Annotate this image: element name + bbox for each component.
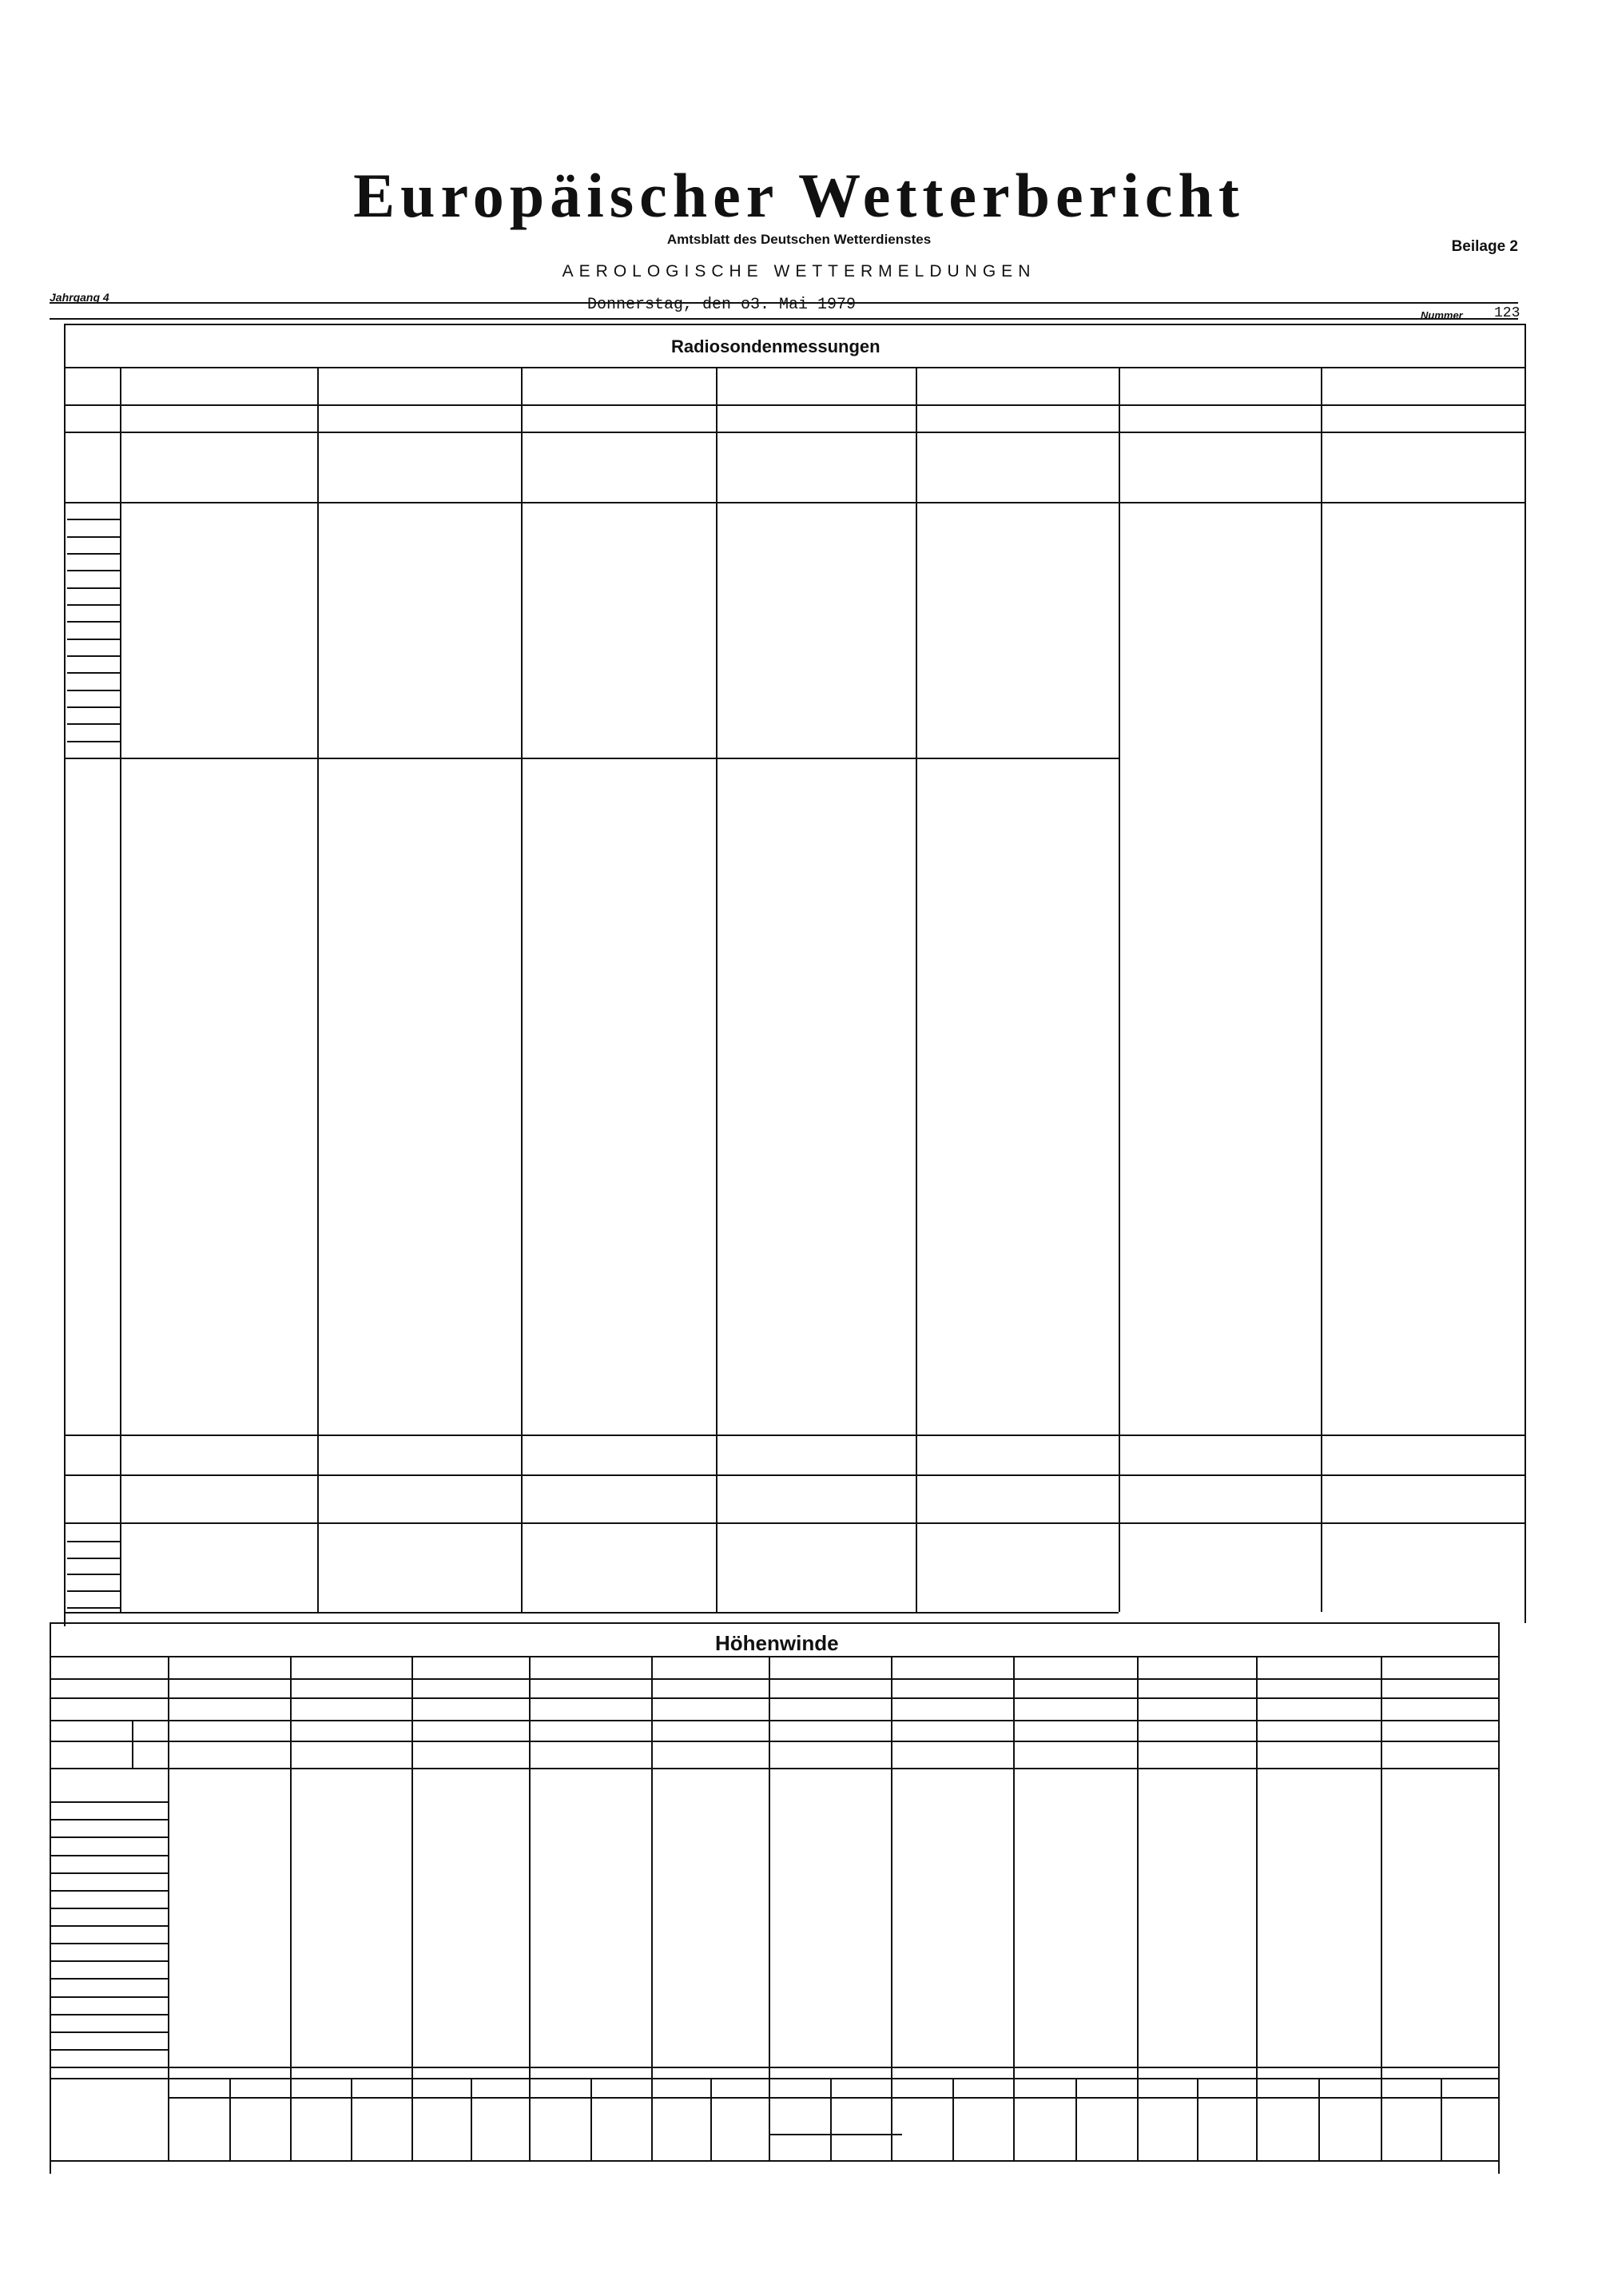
rule — [50, 2067, 1500, 2068]
col-divider — [1321, 367, 1322, 1612]
km-level-rule — [51, 1960, 168, 1962]
maximal-header-rule — [168, 2097, 1500, 2099]
rule — [50, 1656, 1500, 1657]
col-divider — [1137, 1656, 1139, 2160]
col-divider — [521, 367, 523, 1612]
mb-level-rule — [67, 587, 120, 589]
col-divider — [891, 1656, 892, 2160]
radiosonde-title: Radiosondenmessungen — [671, 336, 880, 356]
rule — [64, 1435, 1524, 1436]
col-divider — [651, 1656, 653, 2160]
maximal-subcolumn-divider — [1075, 2078, 1077, 2160]
gipfel-rule — [50, 1741, 1500, 1742]
hw-frame-right — [1498, 1622, 1500, 2174]
km-level-rule — [51, 1855, 168, 1856]
km-level-rule — [51, 2049, 168, 2051]
col-divider — [716, 367, 718, 1612]
mb-level-rule — [67, 723, 120, 725]
mb-level-rule — [67, 706, 120, 708]
header-rule-bottom — [50, 318, 1518, 320]
number-label: Nummer — [1421, 309, 1463, 321]
km-level-rule — [51, 1978, 168, 1980]
col-divider — [1381, 1656, 1382, 2160]
page-subtitle: Amtsblatt des Deutschen Wetterdienstes — [666, 232, 932, 247]
frame-left — [64, 324, 66, 1626]
section-title: AEROLOGISCHE WETTERMELDUNGEN — [562, 262, 1036, 281]
rule — [50, 2078, 1500, 2079]
hw-frame-top — [50, 1622, 1500, 1624]
col-divider — [317, 367, 319, 1612]
col-divider — [411, 1656, 413, 2160]
maximal-subcolumn-divider — [590, 2078, 592, 2160]
maximal-subcolumn-divider — [471, 2078, 472, 2160]
maximal-value-rule — [769, 2134, 902, 2135]
mb-level-rule — [67, 672, 120, 674]
rule — [50, 1768, 1500, 1769]
km-level-rule — [51, 1908, 168, 1909]
rule — [64, 502, 1524, 503]
label-column-divider — [120, 367, 121, 1612]
col-divider — [1256, 1656, 1258, 2160]
maximal-subcolumn-divider — [710, 2078, 712, 2160]
maximal-subcolumn-divider — [1441, 2078, 1442, 2160]
mb-level-rule — [67, 604, 120, 606]
col-divider — [168, 1656, 169, 2160]
page-title: Europäischer Wetterbericht — [353, 161, 1245, 230]
maxwind-level-rule — [67, 1541, 120, 1542]
maximal-subcolumn-divider — [830, 2078, 832, 2160]
maxwind-level-rule — [67, 1590, 120, 1592]
header-rule-top — [50, 302, 1518, 304]
km-level-rule — [51, 1801, 168, 1803]
rule — [64, 432, 1524, 433]
maxwind-level-rule — [67, 1607, 120, 1609]
maximal-subcolumn-divider — [1318, 2078, 1320, 2160]
supplement-label: Beilage 2 — [1451, 238, 1518, 255]
mb-level-rule — [67, 536, 120, 538]
mb-level-rule — [67, 655, 120, 657]
title-rule — [64, 367, 1524, 368]
maximal-subcolumn-divider — [952, 2078, 954, 2160]
mb-level-rule — [67, 690, 120, 691]
rule — [64, 1522, 1524, 1524]
km-level-rule — [51, 1890, 168, 1892]
col-divider — [1013, 1656, 1015, 2160]
col-divider — [290, 1656, 292, 2160]
col-divider — [769, 1656, 770, 2160]
km-level-rule — [51, 1943, 168, 1944]
col-divider — [916, 367, 917, 1612]
maxwind-bottom-rule — [64, 1612, 1119, 1614]
km-level-rule — [51, 1872, 168, 1874]
mb-level-rule — [67, 741, 120, 742]
hw-frame-left — [50, 1622, 51, 2174]
rule — [64, 404, 1524, 406]
rule — [64, 1474, 1524, 1476]
km-level-rule — [51, 1925, 168, 1927]
issue-date: Donnerstag, den o3. Mai 1979 — [587, 296, 857, 314]
maximal-subcolumn-divider — [229, 2078, 231, 2160]
gipfel-unit-divider — [132, 1720, 133, 1768]
km-level-rule — [51, 1996, 168, 1998]
volume-label: Jahrgang 4 — [50, 291, 109, 304]
mb-level-rule — [67, 758, 120, 759]
rule — [50, 1697, 1500, 1699]
frame-top — [64, 324, 1524, 325]
mb-level-rule — [67, 519, 120, 520]
maxwind-level-rule — [67, 1558, 120, 1559]
km-level-rule — [51, 2067, 168, 2068]
rule — [50, 2160, 1500, 2162]
levels-bottom-rule — [64, 758, 1119, 759]
km-level-rule — [51, 2031, 168, 2033]
maxwind-level-rule — [67, 1574, 120, 1575]
frame-right — [1524, 324, 1526, 1623]
mb-level-rule — [67, 639, 120, 640]
maximal-subcolumn-divider — [351, 2078, 352, 2160]
km-level-rule — [51, 1819, 168, 1820]
hoehenwinde-title: Höhenwinde — [715, 1631, 839, 1655]
km-level-rule — [51, 1836, 168, 1838]
maximal-subcolumn-divider — [1197, 2078, 1198, 2160]
col-divider — [529, 1656, 531, 2160]
issue-number: 123 — [1494, 305, 1520, 321]
km-level-rule — [51, 2014, 168, 2015]
rule — [50, 1678, 1500, 1680]
mb-level-rule — [67, 621, 120, 623]
col-divider — [1119, 367, 1120, 1612]
mb-level-rule — [67, 553, 120, 555]
mb-level-rule — [67, 570, 120, 571]
rule — [50, 1720, 1500, 1721]
